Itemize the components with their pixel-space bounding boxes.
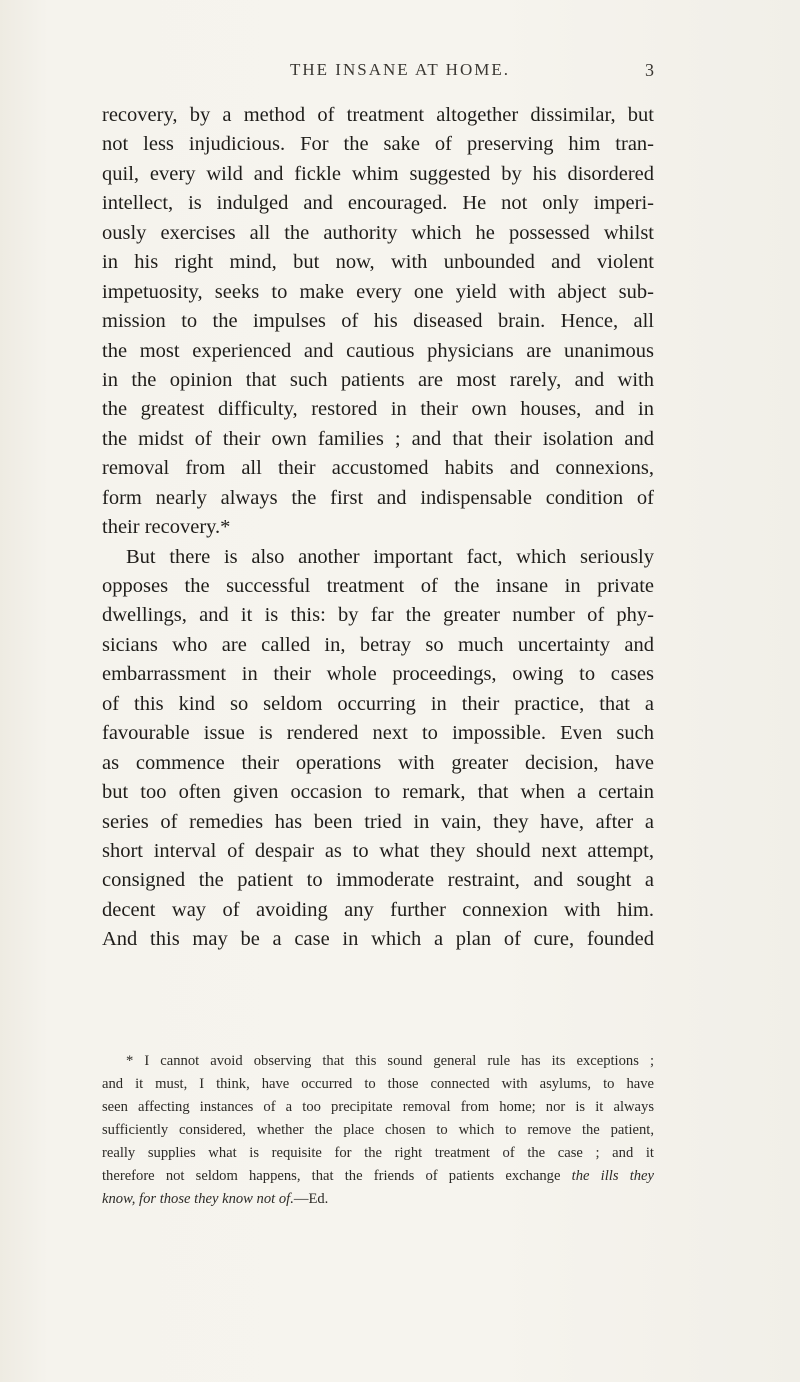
text-line: embarrassment in their whole proceedings, owing to cases (102, 663, 654, 686)
text-line: consigned the patient to immoderate restraint, and sought a (102, 869, 654, 892)
text-line: dwellings, and it is this: by far the greater number of phy- (102, 604, 654, 627)
text-line: opposes the successful treatment of the insane in private (102, 575, 654, 597)
body-text (102, 101, 654, 955)
text-line: And this may be a case in which a plan of cure, founded (102, 928, 654, 951)
footnote-line-text: therefore not seldom happens, that the friends of patients exchange (102, 1168, 561, 1184)
text-line: impetuosity, seeks to make every one yield with abject sub- (102, 280, 654, 303)
text-line: the greatest difficulty, restored in their own houses, and in (102, 398, 654, 421)
running-head (0, 60, 800, 84)
footnote-line: sufficiently considered, whether the place chosen to which to remove the patient, (102, 1122, 654, 1138)
footnote-italic-quote: know, for those they know not of. (102, 1191, 294, 1207)
footnote-line (102, 1165, 654, 1188)
text-line: recovery, by a method of treatment altogether dissimilar, but (102, 104, 654, 126)
text-line: form nearly always the first and indispensable condition of (102, 486, 654, 509)
text-line: series of remedies has been tried in vain, they have, after a (102, 810, 654, 833)
text-line: mission to the impulses of his diseased brain. Hence, all (102, 310, 654, 333)
text-line: as commence their operations with greater decision, have (102, 751, 654, 774)
footnote-line: and it must, I think, have occurred to those connected with asylums, to have (102, 1076, 654, 1092)
footnote (102, 1050, 654, 1211)
text-line: the midst of their own families ; and that their isolation and (102, 427, 654, 450)
text-line: short interval of despair as to what they should next attempt, (102, 839, 654, 862)
text-line: favourable issue is rendered next to impossible. Even such (102, 722, 654, 745)
footnote-italic-phrase: the ills they (571, 1168, 654, 1184)
text-line: sicians who are called in, betray so much uncertainty and (102, 633, 654, 656)
footnote-line (102, 1188, 654, 1211)
paragraph-start-line: But there is also another important fact, which seriously (126, 545, 654, 568)
text-line: removal from all their accustomed habits and connexions, (102, 457, 654, 480)
text-line: ously exercises all the authority which he possessed whilst (102, 221, 654, 244)
footnote-line: * I cannot avoid observing that this sound general rule has its exceptions ; (126, 1053, 654, 1069)
running-title: THE INSANE AT HOME. (290, 60, 510, 79)
text-line: the most experienced and cautious physicians are unanimous (102, 339, 654, 362)
text-line: intellect, is indulged and encouraged. He not only imperi- (102, 192, 654, 215)
text-line: not less injudicious. For the sake of preserving him tran- (102, 133, 654, 156)
text-line: quil, every wild and fickle whim suggested by his disordered (102, 162, 654, 185)
text-line: their recovery.* (102, 516, 231, 539)
footnote-editor-mark: —Ed. (293, 1191, 329, 1207)
text-line: in his right mind, but now, with unbounded and violent (102, 251, 654, 274)
text-line: decent way of avoiding any further connexion with him. (102, 898, 654, 921)
page-number: 3 (645, 60, 654, 80)
footnote-line: really supplies what is requisite for the right treatment of the case ; and it (102, 1145, 654, 1161)
text-line: but too often given occasion to remark, that when a certain (102, 781, 654, 804)
text-line: of this kind so seldom occurring in their practice, that a (102, 692, 654, 715)
text-line: in the opinion that such patients are most rarely, and with (102, 368, 654, 391)
footnote-line: seen affecting instances of a too precipitate removal from home; nor is it always (102, 1099, 654, 1115)
